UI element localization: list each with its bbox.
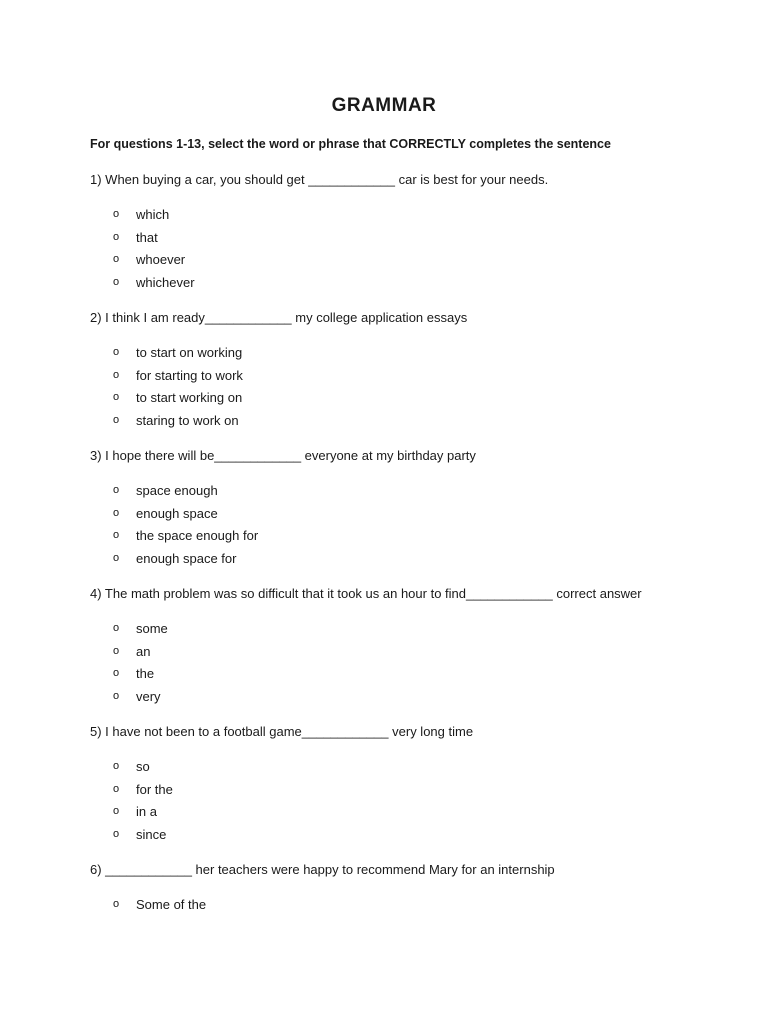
option-item[interactable] — [113, 547, 258, 570]
option-label: Some of the — [136, 896, 207, 912]
option-label: for starting to work — [136, 367, 243, 383]
bullet-icon: o — [113, 413, 120, 426]
option-item[interactable] — [113, 823, 173, 846]
option-label: enough space for — [136, 550, 237, 566]
option-label: in a — [136, 804, 157, 820]
bullet-icon: o — [113, 689, 120, 702]
bullet-icon: o — [113, 621, 120, 634]
question-6-options — [113, 893, 206, 916]
option-item[interactable] — [113, 685, 168, 708]
option-item[interactable] — [113, 248, 195, 271]
option-item[interactable] — [113, 409, 243, 432]
question-3-options — [113, 479, 258, 570]
option-label: enough space — [136, 505, 218, 521]
bullet-icon: o — [113, 391, 120, 404]
option-label: whoever — [136, 252, 186, 268]
option-item[interactable] — [113, 502, 258, 525]
option-item[interactable] — [113, 524, 258, 547]
question-5-options — [113, 755, 173, 846]
option-label: the space enough for — [136, 528, 259, 544]
question-6-text: 6) ____________ her teachers were happy to recommend Mary for an internship — [90, 862, 555, 877]
option-label: that — [136, 229, 158, 245]
question-3-text: 3) I hope there will be____________ everyone at my birthday party — [90, 448, 476, 463]
option-label: to start on working — [136, 344, 243, 360]
option-item[interactable] — [113, 662, 168, 685]
option-item[interactable] — [113, 226, 195, 249]
option-label: space enough — [136, 482, 218, 498]
option-item[interactable] — [113, 755, 173, 778]
option-label: some — [136, 620, 168, 636]
bullet-icon: o — [113, 275, 120, 288]
option-label: the — [136, 666, 155, 682]
option-item[interactable] — [113, 271, 195, 294]
option-label: staring to work on — [136, 412, 239, 428]
option-item[interactable] — [113, 778, 173, 801]
option-label: an — [136, 643, 151, 659]
option-label: very — [136, 688, 161, 704]
bullet-icon: o — [113, 759, 120, 772]
bullet-icon: o — [113, 529, 120, 542]
option-label: so — [136, 758, 150, 774]
option-label: which — [136, 206, 170, 222]
bullet-icon: o — [113, 667, 120, 680]
option-label: for the — [136, 781, 173, 797]
option-item[interactable] — [113, 364, 243, 387]
option-item[interactable] — [113, 341, 243, 364]
option-label: to start working on — [136, 390, 243, 406]
bullet-icon: o — [113, 345, 120, 358]
bullet-icon: o — [113, 644, 120, 657]
option-item[interactable] — [113, 617, 168, 640]
bullet-icon: o — [113, 827, 120, 840]
bullet-icon: o — [113, 897, 120, 910]
question-4-options — [113, 617, 168, 708]
question-1-options — [113, 203, 195, 294]
bullet-icon: o — [113, 207, 120, 220]
bullet-icon: o — [113, 230, 120, 243]
option-item[interactable] — [113, 386, 243, 409]
option-item[interactable] — [113, 893, 206, 916]
option-item[interactable] — [113, 800, 173, 823]
bullet-icon: o — [113, 805, 120, 818]
option-label: since — [136, 826, 167, 842]
bullet-icon: o — [113, 506, 120, 519]
option-item[interactable] — [113, 203, 195, 226]
option-item[interactable] — [113, 479, 258, 502]
question-4-text: 4) The math problem was so difficult that it took us an hour to find____________ correct answer — [90, 586, 642, 601]
question-2-text: 2) I think I am ready____________ my college application essays — [90, 310, 468, 325]
page-title: GRAMMAR — [331, 95, 437, 116]
bullet-icon: o — [113, 483, 120, 496]
bullet-icon: o — [113, 782, 120, 795]
question-5-text: 5) I have not been to a football game____________ very long time — [90, 724, 474, 739]
bullet-icon: o — [113, 551, 120, 564]
question-1-text: 1) When buying a car, you should get ____________ car is best for your needs. — [90, 172, 549, 187]
bullet-icon: o — [113, 253, 120, 266]
question-2-options — [113, 341, 243, 432]
option-label: whichever — [136, 274, 195, 290]
bullet-icon: o — [113, 368, 120, 381]
instructions-text: For questions 1-13, select the word or phrase that CORRECTLY completes the sentence — [90, 137, 611, 151]
option-item[interactable] — [113, 640, 168, 663]
